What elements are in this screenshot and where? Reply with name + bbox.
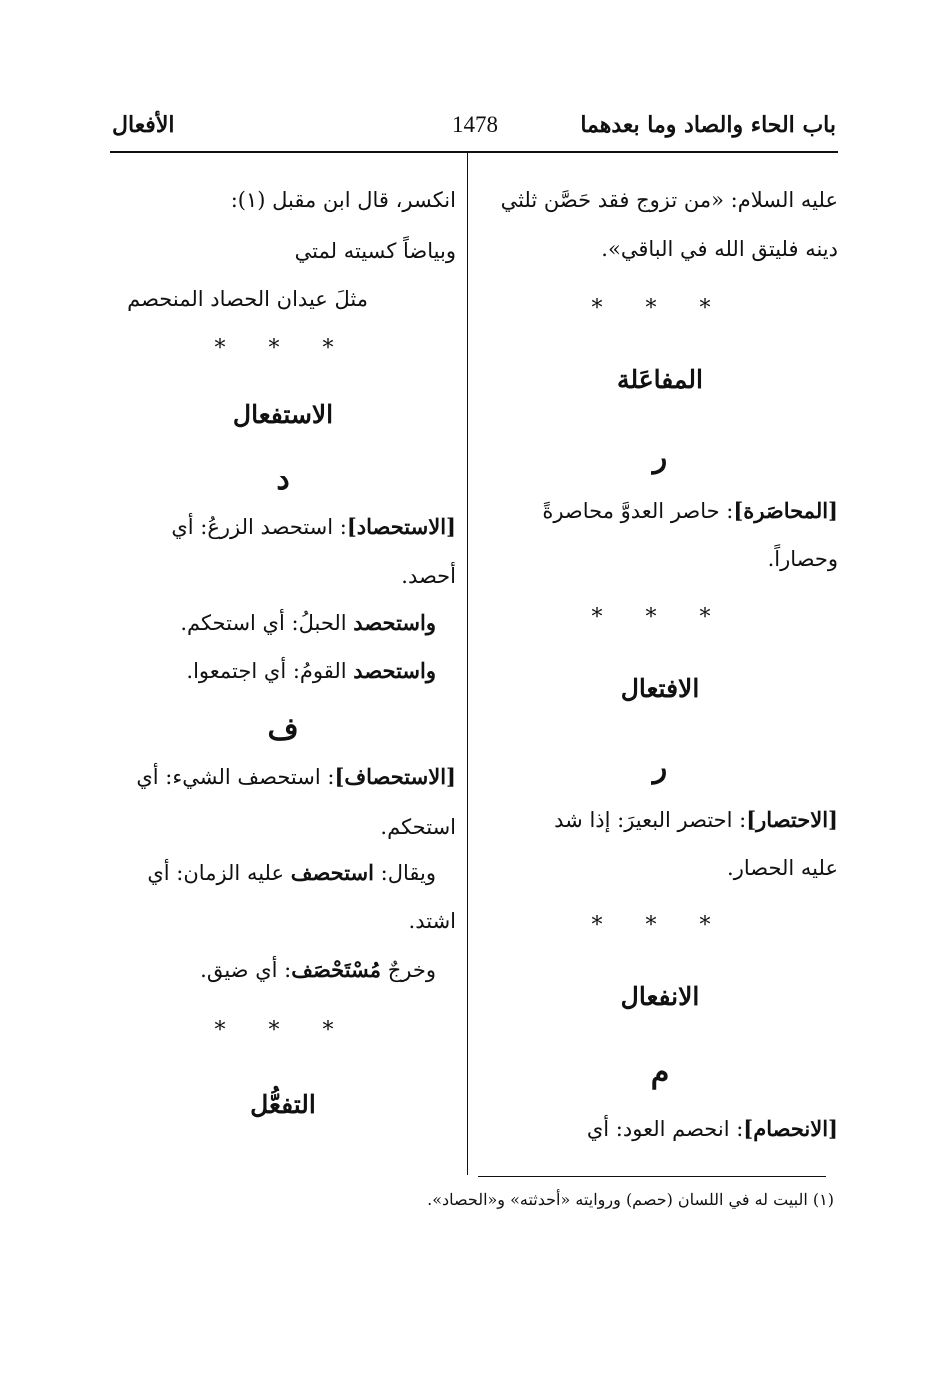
- section-separator: * * *: [591, 605, 729, 630]
- dictionary-entry: [587, 1114, 838, 1144]
- entry-definition: القومُ: أي اجتمعوا.: [186, 659, 354, 683]
- entry-headword: [الاستحصاد]: [346, 514, 456, 539]
- dictionary-entry: [136, 762, 456, 792]
- text-line: عليه الحصار.: [727, 856, 838, 880]
- section-heading: الانفعال: [620, 982, 700, 1011]
- letter-heading: د: [276, 462, 290, 497]
- dictionary-entry: [147, 858, 436, 888]
- section-heading: الافتعال: [620, 674, 700, 703]
- entry-headword: [الانحصام]: [743, 1116, 838, 1141]
- entry-definition: : انحصم العود: أي: [586, 1117, 744, 1141]
- section-separator: * * *: [591, 913, 729, 938]
- text-line: وحصاراً.: [767, 547, 838, 571]
- entry-definition: عليه الزمان: أي: [147, 861, 291, 885]
- text-line: اشتد.: [408, 909, 456, 933]
- entry-prefix: ويقال:: [373, 861, 436, 885]
- section-heading: التفعُّل: [250, 1090, 316, 1119]
- dictionary-entry: [542, 496, 838, 526]
- entry-definition: الحبلُ: أي استحكم.: [180, 611, 354, 635]
- text-line: انكسر، قال ابن مقبل (١):: [230, 188, 456, 212]
- entry-headword: مُسْتَحْصَف: [291, 957, 382, 982]
- entry-headword: استحصف: [290, 860, 374, 885]
- section-separator: * * *: [214, 336, 352, 361]
- entry-headword: واستحصد: [353, 658, 436, 683]
- letter-heading: ف: [267, 712, 299, 747]
- section-separator: * * *: [214, 1018, 352, 1043]
- dictionary-entry: [186, 656, 436, 686]
- section-heading: المفاعَلة: [617, 365, 703, 394]
- entry-prefix: وخرجٌ: [381, 958, 436, 982]
- dictionary-entry: [180, 608, 436, 638]
- column-divider: [467, 153, 468, 1175]
- entry-headword: [الاحتصار]: [746, 807, 838, 832]
- text-line: دينه فليتق الله في الباقي».: [601, 237, 838, 261]
- letter-heading: م: [650, 1055, 670, 1090]
- dictionary-entry: [171, 512, 456, 542]
- entry-headword: [الاستحصاف]: [334, 764, 456, 789]
- verse-line: مثلَ عيدان الحصاد المنحصم: [127, 287, 368, 311]
- dictionary-entry: [554, 805, 838, 835]
- running-header-section: الأفعال: [112, 112, 175, 138]
- verse-line: وبياضاً كسيته لمتي: [294, 239, 456, 263]
- header-rule: [110, 151, 838, 153]
- text-line: عليه السلام: «من تزوج فقد حَصَّن ثلثي: [500, 188, 838, 212]
- entry-definition: : احتصر البعيرَ: إذا شد: [554, 808, 747, 832]
- letter-heading: ر: [652, 750, 668, 785]
- text-line: استحكم.: [380, 815, 456, 839]
- page-number: 1478: [452, 112, 498, 137]
- footnote-rule: [478, 1176, 826, 1177]
- entry-headword: [المحاصَرة]: [733, 498, 838, 523]
- section-heading: الاستفعال: [232, 400, 334, 429]
- text-line: أحصد.: [401, 564, 456, 588]
- entry-definition: : استحصف الشيء: أي: [136, 765, 335, 789]
- section-separator: * * *: [591, 296, 729, 321]
- entry-definition: : حاصر العدوَّ محاصرةً: [542, 499, 734, 523]
- letter-heading: ر: [652, 440, 668, 475]
- dictionary-entry: [200, 955, 436, 985]
- footnote: (١) البيت له في اللسان (حصم) وروايته «أحدثته» و«الحصاد».: [427, 1190, 834, 1209]
- running-header-chapter: باب الحاء والصاد وما بعدهما: [580, 112, 836, 138]
- entry-definition: : استحصد الزرعُ: أي: [171, 515, 347, 539]
- entry-headword: واستحصد: [353, 610, 436, 635]
- entry-definition: : أي ضيق.: [200, 958, 292, 982]
